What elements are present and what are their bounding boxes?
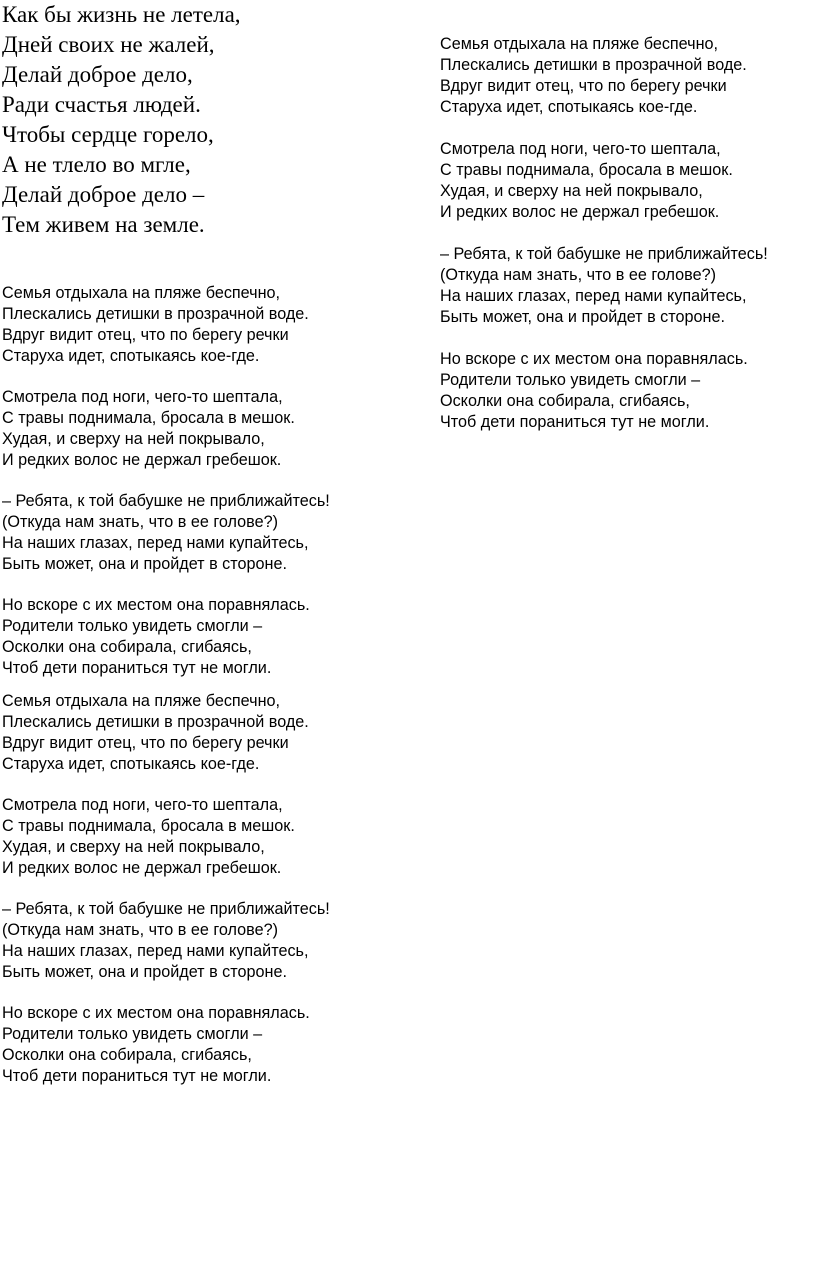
stanza [2,595,422,679]
poem-line: Вдруг видит отец, что по берегу речки [440,77,727,95]
right-column [440,34,816,454]
poem-line: С травы поднимала, бросала в мешок. [2,817,295,835]
story-poem-copy-2 [2,691,422,1087]
stanza [2,283,422,367]
stanza [2,899,422,983]
poem-line: – Ребята, к той бабушке не приближайтесь! [2,900,330,918]
poem-line: С травы поднимала, бросала в мешок. [2,409,295,427]
poem-line: Старуха идет, спотыкаясь кое-где. [440,98,698,116]
poem-line: (Откуда нам знать, что в ее голове?) [440,266,716,284]
poem-line: Тем живем на земле. [2,212,205,237]
poem-line: Родители только увидеть смогли – [2,617,263,635]
poem-line: На наших глазах, перед нами купайтесь, [2,942,309,960]
poem-line: Старуха идет, спотыкаясь кое-где. [2,347,260,365]
poem-line: А не тлело во мгле, [2,152,191,177]
stanza [440,34,816,118]
poem-line: Семья отдыхала на пляже беспечно, [2,692,281,710]
poem-line: Но вскоре с их местом она поравнялась. [440,350,748,368]
poem-line: (Откуда нам знать, что в ее голове?) [2,921,278,939]
poem-line: Смотрела под ноги, чего-то шептала, [2,796,283,814]
poem-line: Плескались детишки в прозрачной воде. [2,713,309,731]
poem-line: Смотрела под ноги, чего-то шептала, [440,140,721,158]
stanza [2,387,422,471]
poem-line: Родители только увидеть смогли – [440,371,701,389]
poem-line: Быть может, она и пройдет в стороне. [2,963,287,981]
poem-line: Вдруг видит отец, что по берегу речки [2,734,289,752]
poem-line: Но вскоре с их местом она поравнялась. [2,1004,310,1022]
poem-line: Семья отдыхала на пляже беспечно, [440,35,719,53]
poem-line: Чтоб дети пораниться тут не могли. [2,659,272,677]
poem-line: – Ребята, к той бабушке не приближайтесь! [2,492,330,510]
poem-line: – Ребята, к той бабушке не приближайтесь! [440,245,768,263]
poem-line: Чтобы сердце горело, [2,122,214,147]
poem-title-block [2,0,422,240]
story-poem-copy-3 [440,34,816,433]
stanza [440,349,816,433]
stanza [2,491,422,575]
stanza [2,795,422,879]
poem-line: И редких волос не держал гребешок. [2,451,282,469]
poem-line: Чтоб дети пораниться тут не могли. [440,413,710,431]
poem-line: На наших глазах, перед нами купайтесь, [2,534,309,552]
poem-line: На наших глазах, перед нами купайтесь, [440,287,747,305]
poem-line: Осколки она собирала, сгибаясь, [440,392,690,410]
stanza [2,691,422,775]
poem-line: С травы поднимала, бросала в мешок. [440,161,733,179]
poem-line: Худая, и сверху на ней покрывало, [440,182,703,200]
stanza [2,1003,422,1087]
poem-line: И редких волос не держал гребешок. [2,859,282,877]
stanza [440,244,816,328]
poem-line: Плескались детишки в прозрачной воде. [440,56,747,74]
poem-line: Вдруг видит отец, что по берегу речки [2,326,289,344]
left-column [2,0,422,1107]
poem-line: И редких волос не держал гребешок. [440,203,720,221]
poem-line: Смотрела под ноги, чего-то шептала, [2,388,283,406]
poem-line: Делай доброе дело, [2,62,193,87]
poem-line: Как бы жизнь не летела, [2,2,241,27]
poem-line: Дней своих не жалей, [2,32,215,57]
poem-line: Но вскоре с их местом она поравнялась. [2,596,310,614]
poem-line: Быть может, она и пройдет в стороне. [440,308,725,326]
poem-line: Чтоб дети пораниться тут не могли. [2,1067,272,1085]
poem-line: Старуха идет, спотыкаясь кое-где. [2,755,260,773]
poem-line: Быть может, она и пройдет в стороне. [2,555,287,573]
poem-line: Худая, и сверху на ней покрывало, [2,838,265,856]
stanza [440,139,816,223]
poem-line: Плескались детишки в прозрачной воде. [2,305,309,323]
poem-line: Семья отдыхала на пляже беспечно, [2,284,281,302]
poem-line: Родители только увидеть смогли – [2,1025,263,1043]
story-poem-copy-1 [2,283,422,679]
poem-line: (Откуда нам знать, что в ее голове?) [2,513,278,531]
poem-line: Делай доброе дело – [2,182,205,207]
poem-line: Худая, и сверху на ней покрывало, [2,430,265,448]
poem-line: Осколки она собирала, сгибаясь, [2,638,252,656]
poem-line: Ради счастья людей. [2,92,201,117]
poem-line: Осколки она собирала, сгибаясь, [2,1046,252,1064]
